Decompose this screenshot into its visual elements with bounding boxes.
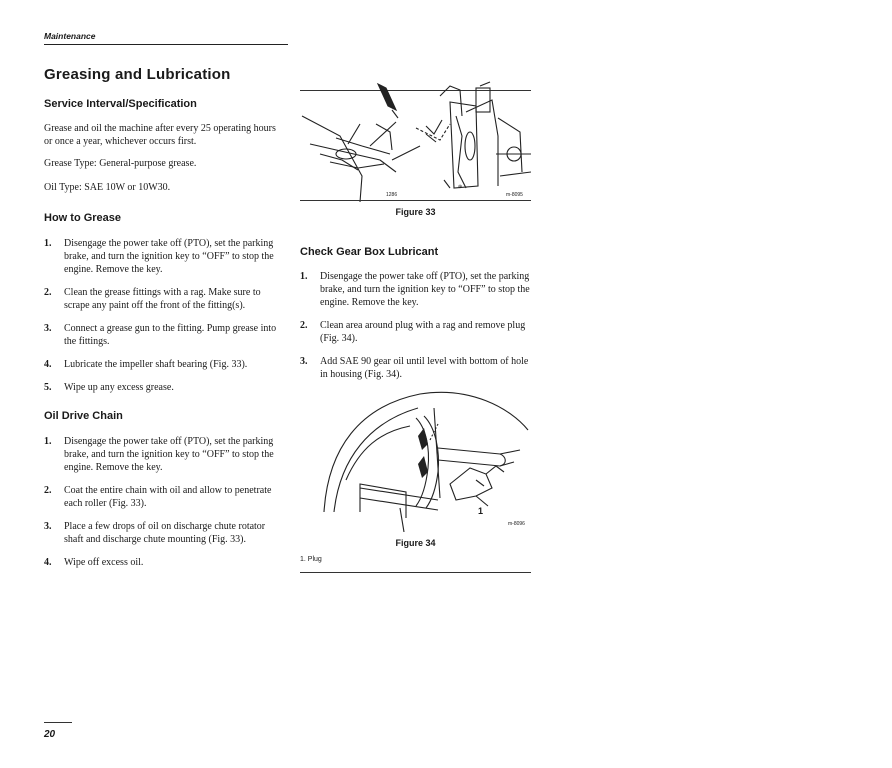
step-text: Add SAE 90 gear oil until level with bottom of hole in housing (Fig. 34). [320,356,529,380]
step-number: 2. [300,320,308,331]
check-gear-box-steps [300,270,531,391]
figure34-legend: 1. Plug [300,556,322,563]
figure33-right-id: m-8095 [506,192,523,198]
check-gear-box-heading: Check Gear Box Lubricant [300,246,439,258]
figure33-caption: Figure 33 [395,207,436,217]
list-item [44,358,280,371]
step-number: 3. [44,323,52,334]
figure33-illustration [300,76,531,202]
list-item [300,355,531,381]
service-interval-text: Grease and oil the machine after every 25 operating hours or once a year, whichever occurs first. [44,123,276,147]
section-title: Greasing and Lubrication [44,66,231,83]
grease-type-text: Grease Type: General-purpose grease. [44,158,197,169]
oil-type-text: Oil Type: SAE 10W or 10W30. [44,182,171,193]
list-item [44,286,280,312]
list-item [44,435,280,474]
step-text: Disengage the power take off (PTO), set the parking brake, and turn the ignition key to “OFF” to stop the engine. Remove the key. [320,271,530,308]
step-number: 1. [300,271,308,282]
step-number: 5. [44,382,52,393]
step-number: 3. [44,521,52,532]
list-item [44,484,280,510]
service-interval-heading: Service Interval/Specification [44,98,197,110]
oil-drive-chain-heading: Oil Drive Chain [44,410,123,422]
how-to-grease-heading: How to Grease [44,212,122,224]
figure34-illustration [300,388,531,532]
step-text: Disengage the power take off (PTO), set the parking brake, and turn the ignition key to “OFF” to stop the engine. Remove the key. [64,238,274,275]
step-text: Wipe up any excess grease. [64,382,174,393]
running-head: Maintenance [44,31,288,45]
step-text: Lubricate the impeller shaft bearing (Fig. 33). [64,359,248,370]
grease-gun [378,84,396,110]
step-text: Clean the grease fittings with a rag. Make sure to scrape any paint off the front of the fitting(s). [64,287,261,311]
step-text: Disengage the power take off (PTO), set the parking brake, and turn the ignition key to “OFF” to stop the engine. Remove the key. [64,436,274,473]
step-text: Coat the entire chain with oil and allow to penetrate each roller (Fig. 33). [64,485,272,509]
step-text: Wipe off excess oil. [64,557,144,568]
step-number: 2. [44,287,52,298]
list-item [44,556,280,569]
step-number: 3. [300,356,308,367]
step-number: 4. [44,359,52,370]
figure34-id: m-8096 [508,521,525,527]
list-item [300,270,531,309]
list-item [44,381,280,394]
step-number: 1. [44,238,52,249]
figure34-callout-1: 1 [478,506,484,516]
step-text: Connect a grease gun to the fitting. Pump grease into the fittings. [64,323,277,347]
footer-rule [44,722,72,723]
figure34-caption: Figure 34 [395,538,436,548]
figure33-left-id: 1286 [386,192,398,198]
figure33-callout-glyph: ⊕ [458,184,463,190]
list-item [44,322,280,348]
page-number: 20 [44,729,56,740]
step-text: Place a few drops of oil on discharge chute rotator shaft and discharge chute mounting (Fig. 33). [64,521,266,545]
step-number: 2. [44,485,52,496]
step-number: 1. [44,436,52,447]
list-item [300,319,531,345]
list-item [44,520,280,546]
list-item [44,237,280,276]
oil-drive-chain-steps [44,435,280,579]
figure33-bottom-rule [300,200,531,201]
step-number: 4. [44,557,52,568]
figure34-bottom-rule [300,572,531,573]
how-to-grease-steps [44,237,280,404]
step-text: Clean area around plug with a rag and remove plug (Fig. 34). [320,320,526,344]
